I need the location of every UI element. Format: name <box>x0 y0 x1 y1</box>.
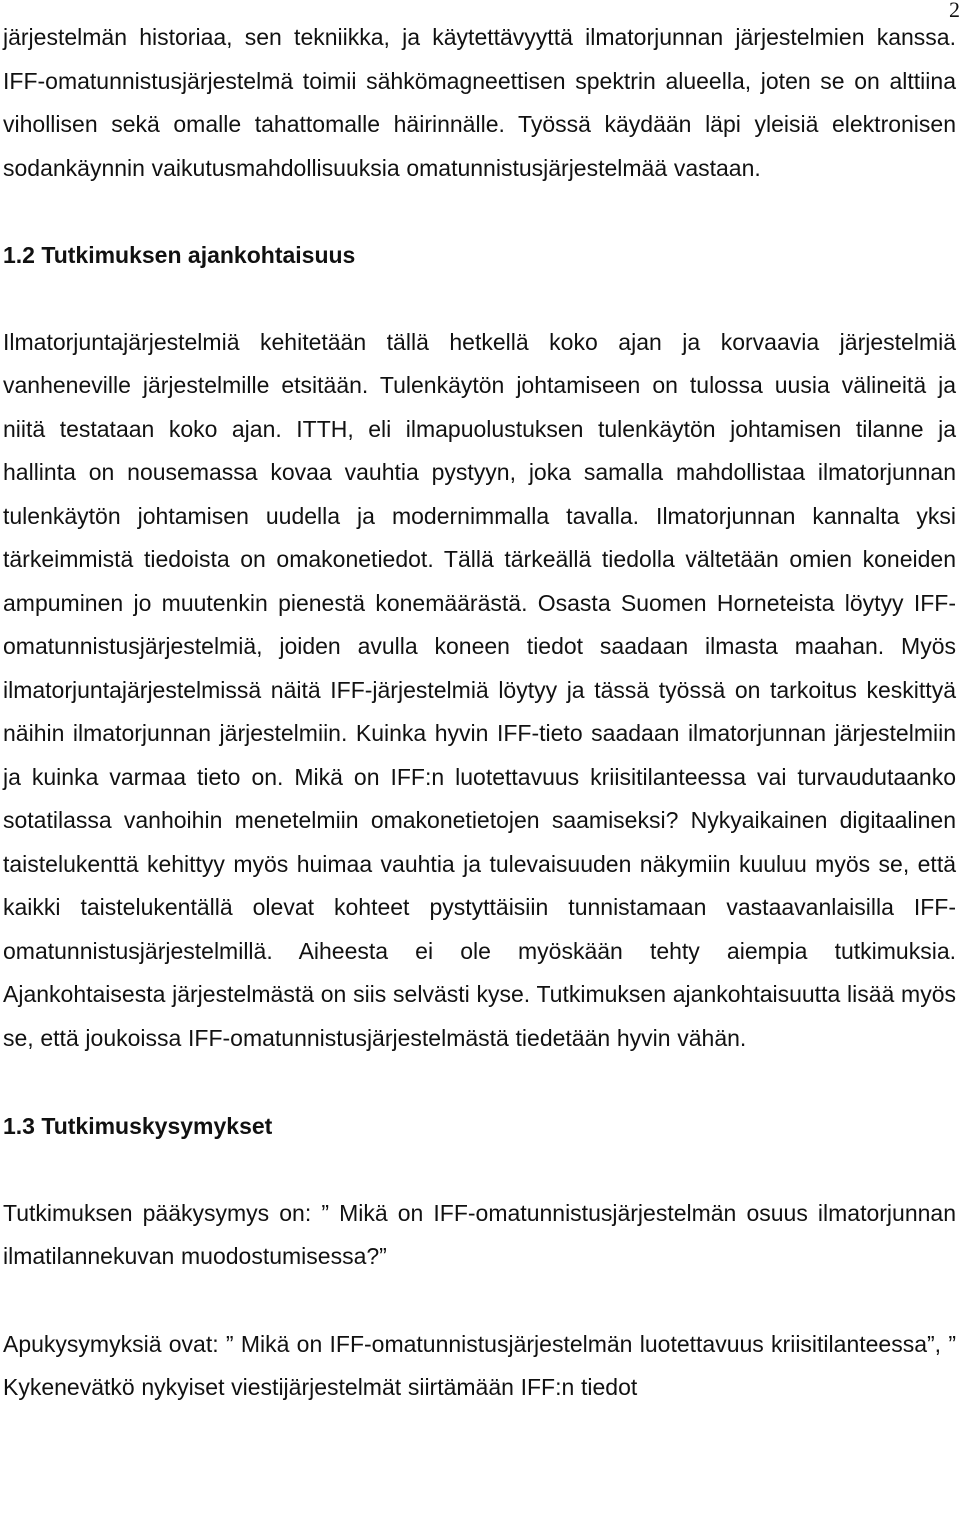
main-research-question: Tutkimuksen pääkysymys on: ” Mikä on IFF-omatunnistusjärjestelmän osuus ilmatorjunnan ilmatilannekuvan muodostumisessa?” <box>3 1199 956 1269</box>
section-1-2-paragraph: Ilmatorjuntajärjestelmiä kehitetään tällä hetkellä koko ajan ja korvaavia järjestelmiä vanheneville järjestelmille etsitään. Tulenkäytön johtamiseen on tulossa uusia välineitä ja niitä testataan koko ajan. ITTH, eli ilmapuolustuksen tulenkäytön johtamisen tilanne ja hallinta on nousemassa kovaa vauhtia pystyyn, joka samalla mahdollistaa ilmatorjunnan tulenkäytön johtamisen uudella ja modernimmalla tavalla. Ilmatorjunnan kannalta yksi tärkeimmistä tiedoista on omakonetiedot. Tällä tärkeällä tiedolla vältetään omien koneiden ampuminen jo muutenkin pienestä konemäärästä. Osasta Suomen Horneteista löytyy IFF-omatunnistusjärjestelmiä, joiden avulla koneen tiedot saadaan ilmasta maahan. Myös ilmatorjuntajärjestelmissä näitä IFF-järjestelmiä löytyy ja tässä työssä on tarkoitus keskittyä näihin ilmatorjunnan järjestelmiin. Kuinka hyvin IFF-tieto saadaan ilmatorjunnan järjestelmiin ja kuinka varmaa tieto on. Mikä on IFF:n luotettavuus kriisitilanteessa vai turvaudutaanko sotatilassa vanhoihin menetelmiin omakonetietojen saamiseksi? Nykyaikainen digitaalinen taistelukenttä kehittyy myös huimaa vauhtia ja tulevaisuuden näkymiin kuuluu myös se, että kaikki taistelukentällä olevat kohteet pystyttäisiin tunnistamaan vastaavanlaisilla IFF-omatunnistusjärjestelmillä. Aiheesta ei ole myöskään tehty aiempia tutkimuksia. Ajankohtaisesta järjestelmästä on siis selvästi kyse. Tutkimuksen ajankohtaisuutta lisää myös se, että joukoissa IFF-omatunnistusjärjestelmästä tiedetään hyvin vähän. <box>3 328 956 1051</box>
section-spacer <box>3 1149 956 1192</box>
section-spacer <box>3 190 956 234</box>
section-spacer <box>3 278 956 321</box>
section-spacer <box>3 1060 956 1105</box>
page-number: 2 <box>949 0 960 22</box>
section-heading-1-2: 1.2 Tutkimuksen ajankohtaisuus <box>3 242 356 268</box>
section-heading-1-3: 1.3 Tutkimuskysymykset <box>3 1113 273 1139</box>
intro-paragraph: järjestelmän historiaa, sen tekniikka, ja käytettävyyttä ilmatorjunnan järjestelmien kanssa. IFF-omatunnistusjärjestelmä toimii sähkömagneettisen spektrin alueella, joten se on alttiina vihollisen sekä omalle tahattomalle häirinnälle. Työssä käydään läpi yleisiä elektronisen sodankäynnin vaikutusmahdollisuuksia omatunnistusjärjestelmää vastaan. <box>3 24 956 181</box>
page-content <box>3 16 956 1410</box>
sub-research-questions: Apukysymyksiä ovat: ” Mikä on IFF-omatunnistusjärjestelmän luotettavuus kriisitilanteessa”, ” Kykenevätkö nykyiset viestijärjestelmät siirtämään IFF:n tiedot <box>3 1330 956 1400</box>
section-spacer <box>3 1279 956 1323</box>
